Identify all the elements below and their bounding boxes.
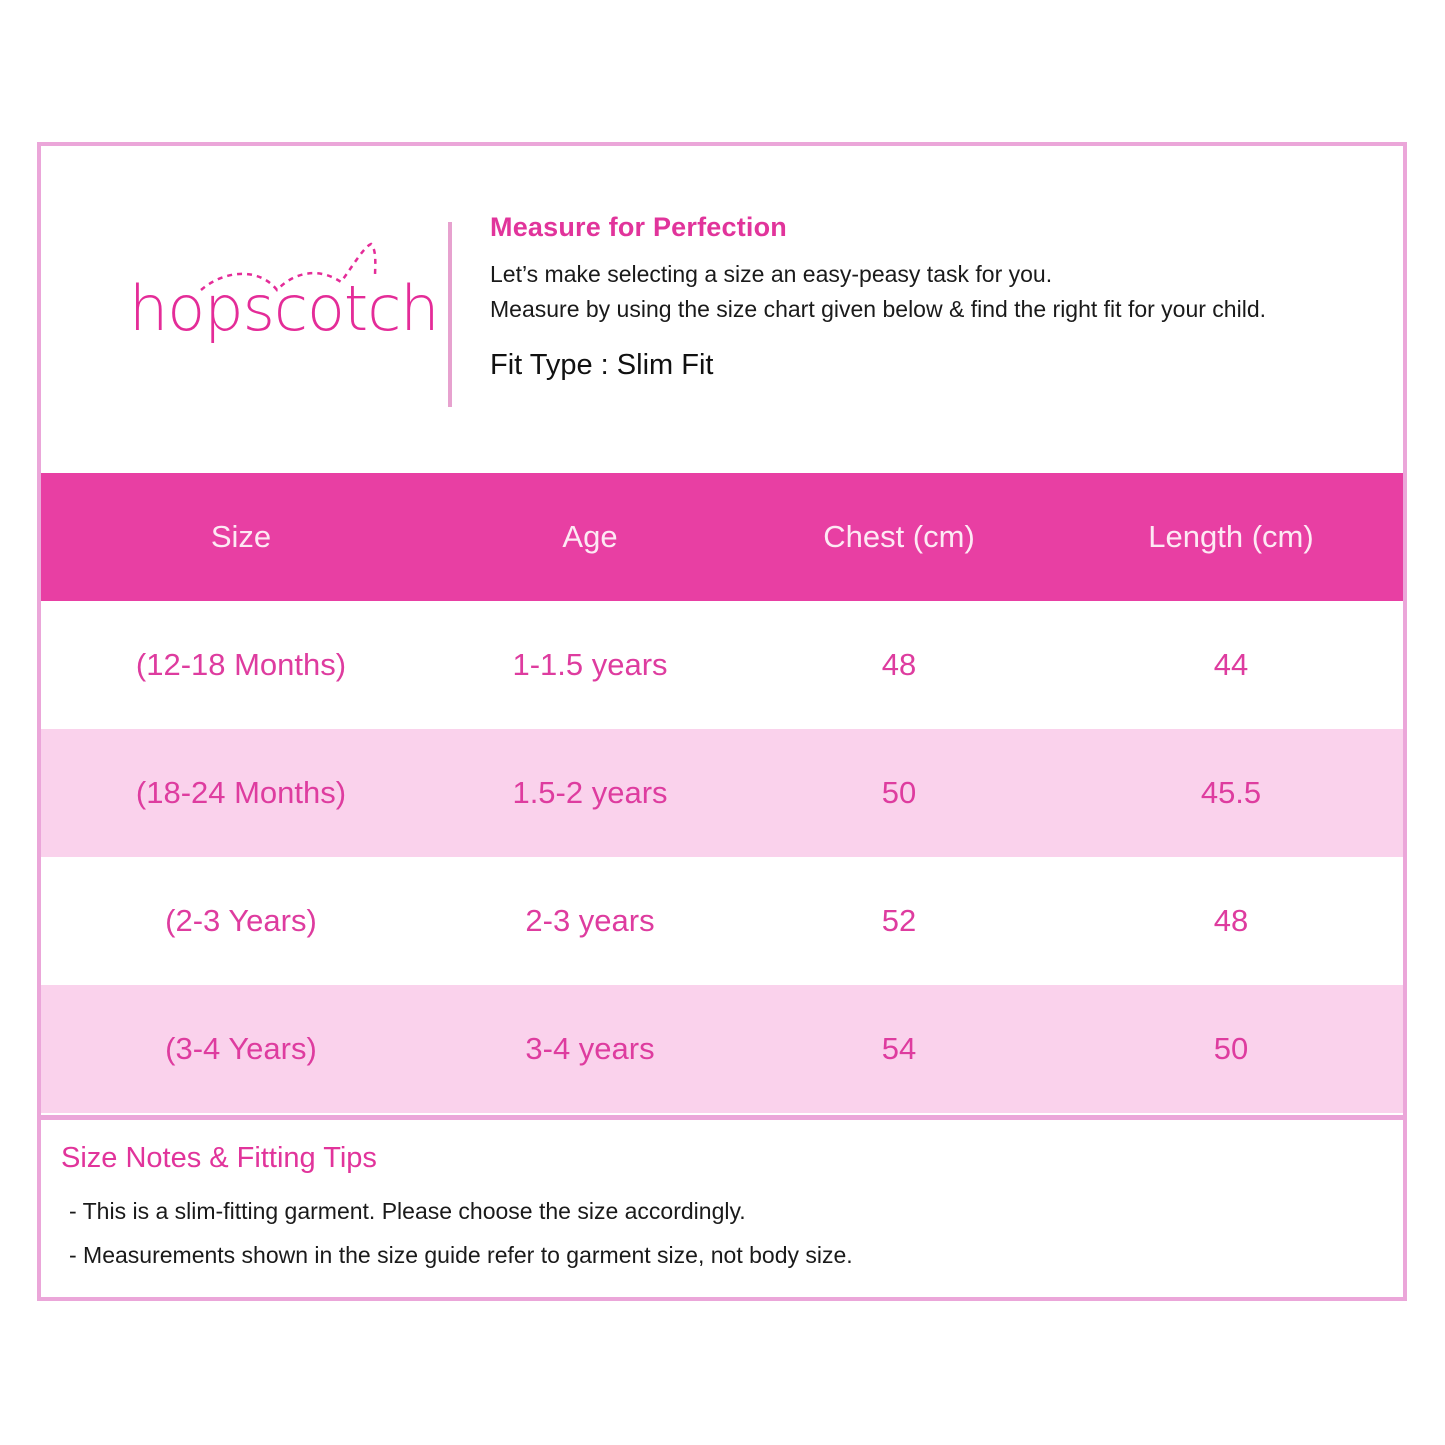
cell-length: 48 [1213, 903, 1249, 938]
intro-line: Measure by using the size chart given below & find the right fit for your child. [490, 296, 1267, 322]
cell-chest: 48 [881, 647, 917, 682]
notes-title: Size Notes & Fitting Tips [61, 1142, 377, 1174]
size-notes [61, 1142, 1361, 1277]
cell-age: 1-1.5 years [512, 647, 668, 682]
note-item: - This is a slim-fitting garment. Please choose the size accordingly. [69, 1198, 746, 1224]
cell-length: 45.5 [1200, 775, 1262, 810]
cell-chest: 50 [881, 775, 917, 810]
intro-block [490, 212, 1370, 382]
hopscotch-logo [129, 242, 439, 362]
cell-age: 2-3 years [525, 903, 655, 938]
table-row [41, 601, 1403, 729]
intro-line: Let’s make selecting a size an easy-peasy task for you. [490, 261, 1053, 287]
intro-title: Measure for Perfection [490, 212, 787, 242]
header-size: Size [210, 519, 272, 554]
cell-chest: 52 [881, 903, 917, 938]
table-header-row [41, 473, 1403, 601]
size-chart-card [37, 142, 1407, 1301]
cell-size: (2-3 Years) [165, 903, 317, 938]
note-item: - Measurements shown in the size guide refer to garment size, not body size. [69, 1242, 853, 1268]
fit-type: Fit Type : Slim Fit [490, 349, 714, 381]
size-chart-header [41, 146, 1403, 473]
cell-size: (3-4 Years) [165, 1031, 317, 1066]
horizontal-divider [41, 1115, 1403, 1120]
header-chest: Chest (cm) [823, 519, 975, 554]
cell-chest: 54 [881, 1031, 917, 1066]
header-length: Length (cm) [1148, 519, 1314, 554]
cell-length: 50 [1213, 1031, 1249, 1066]
logo-wordmark: hopscotch [129, 272, 439, 345]
cell-age: 3-4 years [525, 1031, 655, 1066]
cell-size: (18-24 Months) [135, 775, 347, 810]
cell-size: (12-18 Months) [135, 647, 347, 682]
vertical-divider [448, 222, 452, 407]
size-table [41, 473, 1403, 1113]
cell-length: 44 [1213, 647, 1249, 682]
table-row [41, 857, 1403, 985]
cell-age: 1.5-2 years [512, 775, 668, 810]
table-row [41, 985, 1403, 1113]
header-age: Age [562, 519, 618, 554]
table-row [41, 729, 1403, 857]
